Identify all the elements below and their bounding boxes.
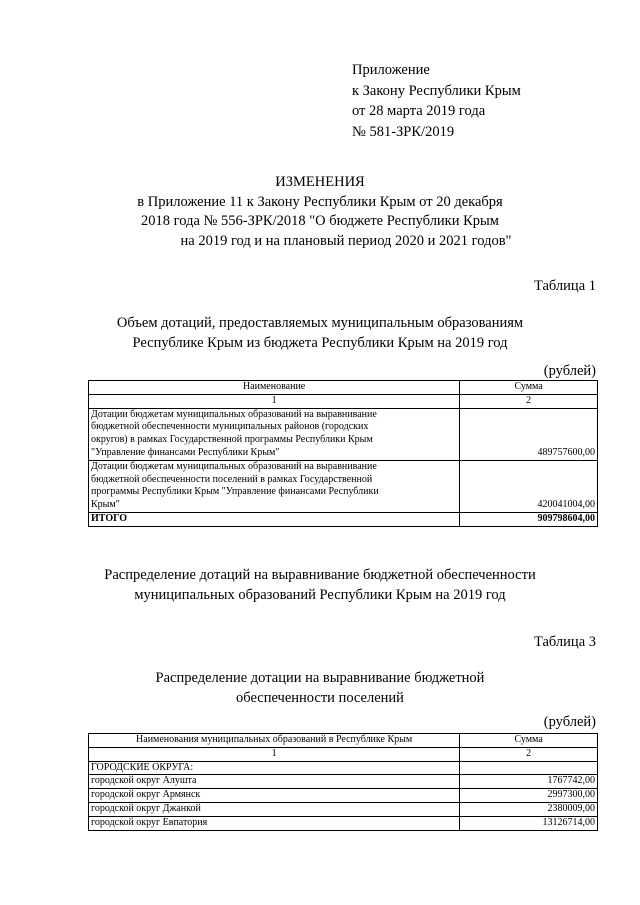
row-text-line: "Управление финансами Республики Крым" [91,446,280,458]
row-sum: 420041004,00 [460,460,598,512]
row-text-line: бюджетной обеспеченности поселений в рамках Государственной [91,473,373,485]
row-text-line: округов) в рамках Государственной программы Республики Крым [91,434,373,446]
col-header-sum: Сумма [460,381,598,395]
col-header-name: Наименования муниципальных образований в Республике Крым [89,734,460,748]
appendix-line: № 581-ЗРК/2019 [352,123,455,140]
total-sum: 909798604,00 [460,512,598,526]
total-label: ИТОГО [89,512,460,526]
table-row [89,802,598,816]
row-text-line: Дотации бюджетам муниципальных образований на выравнивание [91,460,377,472]
title-line: в Приложение 11 к Закону Республики Крым от 20 декабря [137,193,503,210]
row-name: городской округ Евпатория [89,816,460,830]
appendix-header [352,60,521,142]
col-index: 2 [460,747,598,761]
group-row [89,761,598,775]
col-index: 2 [460,394,598,408]
appendix-line: от 28 марта 2019 года [352,103,486,119]
row-sum: 489757600,00 [460,408,598,460]
table-header-row [89,381,598,395]
table-row [89,789,598,803]
section-line: муниципальных образований Республики Крым на 2019 год [134,586,506,603]
col-header-sum: Сумма [460,734,598,748]
row-name: городской округ Джанкой [89,802,460,816]
table1 [88,380,598,527]
appendix-line: к Закону Республики Крым [352,82,521,99]
title-line: на 2019 год и на плановый период 2020 и 2021 годов" [180,232,512,249]
caption-line: обеспеченности поселений [236,689,404,706]
document-title [0,173,640,251]
row-text-line: программы Республики Крым "Управление финансами Республики [91,486,379,498]
row-name: городской округ Алушта [89,775,460,789]
col-header-name: Наименование [89,381,460,395]
row-name: городской округ Армянск [89,789,460,803]
caption-line: Распределение дотации на выравнивание бюджетной [155,670,485,686]
row-sum: 2380009,00 [460,802,598,816]
group-sum-empty [460,761,598,775]
row-name [89,408,460,460]
section-line: Распределение дотаций на выравнивание бюджетной обеспеченности [104,567,536,583]
table-row [89,816,598,830]
col-index: 1 [89,747,460,761]
section-heading [0,566,640,605]
row-sum: 13126714,00 [460,816,598,830]
row-text-line: бюджетной обеспеченности муниципальных районов (городских [91,421,369,433]
caption-line: Республике Крым из бюджета Республики Крым на 2019 год [132,334,508,351]
table-index-row [89,747,598,761]
table3 [88,733,598,831]
title-heading: ИЗМЕНЕНИЯ [275,174,365,190]
row-name [89,460,460,512]
title-line: 2018 года № 556-ЗРК/2018 "О бюджете Республики Крым [141,213,499,229]
table-row [89,408,598,460]
table-row [89,460,598,512]
row-sum: 2997300,00 [460,789,598,803]
table-row [89,775,598,789]
table-header-row [89,734,598,748]
total-row [89,512,598,526]
table1-label: Таблица 1 [533,278,596,294]
table1-unit: (рублей) [543,363,596,379]
table1-caption [0,314,640,353]
caption-line: Объем дотаций, предоставляемых муниципальным образованиям [116,315,524,331]
table-index-row [89,394,598,408]
row-text-line: Крым" [91,499,120,511]
table3-label: Таблица 3 [533,634,596,650]
row-sum: 1767742,00 [460,775,598,789]
table3-unit: (рублей) [543,714,596,730]
appendix-line: Приложение [352,62,430,78]
row-text-line: Дотации бюджетам муниципальных образований на выравнивание [91,408,377,420]
col-index: 1 [89,394,460,408]
table3-caption [0,669,640,708]
group-label: ГОРОДСКИЕ ОКРУГА: [89,761,460,775]
